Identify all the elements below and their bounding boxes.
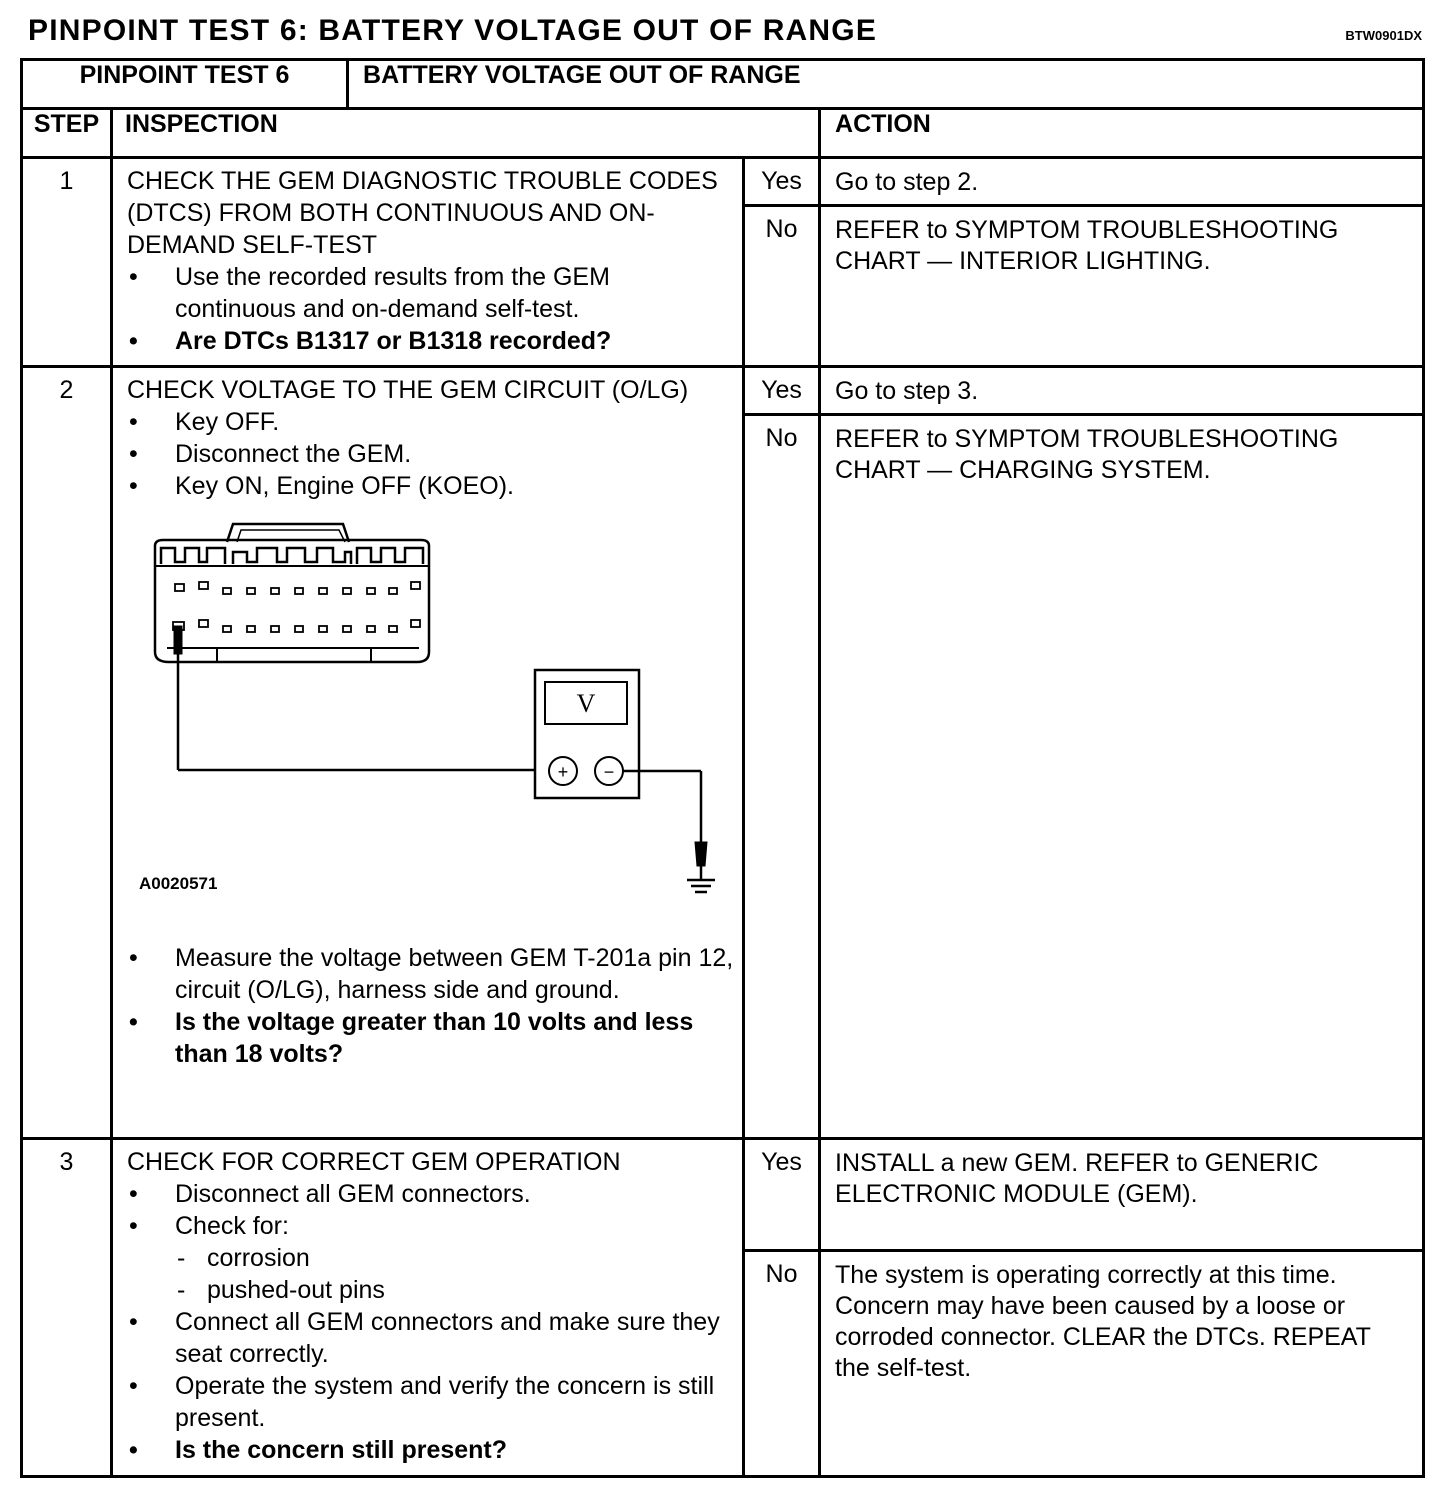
yes-action: Go to step 2. <box>820 158 1424 206</box>
step-3-yes-row <box>22 1139 1424 1251</box>
no-action: The system is operating correctly at this time. Concern may have been caused by a loose or corroded connector. CLEAR the DTCs. REPEAT the self-test. <box>820 1251 1424 1477</box>
inspection-column-header: INSPECTION <box>112 109 820 158</box>
step-bullet <box>127 1210 734 1306</box>
step-bullet: • Disconnect all GEM connectors. <box>127 1178 734 1210</box>
step-bullet-text: Check for: <box>175 1212 289 1240</box>
step-bullet: • Key ON, Engine OFF (KOEO). <box>127 470 734 502</box>
step-heading: CHECK FOR CORRECT GEM OPERATION <box>127 1148 621 1176</box>
column-header-row <box>22 109 1424 158</box>
minus-symbol: − <box>603 762 615 782</box>
no-action: REFER to SYMPTOM TROUBLESHOOTING CHART — CHARGING SYSTEM. <box>820 415 1424 1139</box>
step-question: • Are DTCs B1317 or B1318 recorded? <box>127 325 734 357</box>
test-header-row <box>22 60 1424 109</box>
step-3-inspection <box>112 1139 744 1477</box>
step-bullet: • Use the recorded results from the GEM continuous and on-demand self-test. <box>127 261 734 325</box>
plus-symbol: + <box>557 762 569 782</box>
no-action: REFER to SYMPTOM TROUBLESHOOTING CHART — INTERIOR LIGHTING. <box>820 206 1424 367</box>
step-1-inspection <box>112 158 744 367</box>
step-question: • Is the voltage greater than 10 volts and less than 18 volts? <box>127 1006 734 1070</box>
step-heading: CHECK VOLTAGE TO THE GEM CIRCUIT (O/LG) <box>127 376 689 404</box>
ground-lead-icon <box>623 771 707 880</box>
step-bullet: • Operate the system and verify the concern is still present. <box>127 1370 734 1434</box>
sub-item: - corrosion <box>175 1242 734 1274</box>
step-question: • Is the concern still present? <box>127 1434 734 1466</box>
voltmeter-figure <box>127 502 727 942</box>
test-label-cell: PINPOINT TEST 6 <box>22 60 348 109</box>
step-number: 2 <box>22 367 112 1139</box>
pinpoint-test-table <box>20 58 1425 1478</box>
step-heading: CHECK THE GEM DIAGNOSTIC TROUBLE CODES (DTCS) FROM BOTH CONTINUOUS AND ON-DEMAND SELF-TEST <box>127 167 718 259</box>
yes-label: Yes <box>744 158 820 206</box>
yes-action: INSTALL a new GEM. REFER to GENERIC ELECTRONIC MODULE (GEM). <box>820 1139 1424 1251</box>
ground-symbol-icon <box>687 880 715 892</box>
figure-id: A0020571 <box>139 874 218 893</box>
gem-connector-icon <box>155 524 429 662</box>
no-label: No <box>744 1251 820 1477</box>
page-title: PINPOINT TEST 6: BATTERY VOLTAGE OUT OF RANGE <box>28 14 878 47</box>
step-bullet: • Measure the voltage between GEM T-201a pin 12, circuit (O/LG), harness side and ground. <box>127 942 734 1006</box>
connector-pins-icon <box>173 582 420 632</box>
step-column-header: STEP <box>22 109 112 158</box>
action-column-header: ACTION <box>820 109 1424 158</box>
step-2-inspection <box>112 367 744 1139</box>
test-name-cell: BATTERY VOLTAGE OUT OF RANGE <box>348 60 1424 109</box>
yes-action: Go to step 3. <box>820 367 1424 415</box>
step-bullet: • Key OFF. <box>127 406 734 438</box>
step-number: 1 <box>22 158 112 367</box>
sub-item: - pushed-out pins <box>175 1274 734 1306</box>
yes-label: Yes <box>744 1139 820 1251</box>
step-1-yes-row <box>22 158 1424 206</box>
step-number: 3 <box>22 1139 112 1477</box>
document-code: BTW0901DX <box>1345 28 1422 43</box>
no-label: No <box>744 206 820 367</box>
step-bullet: • Connect all GEM connectors and make sure they seat correctly. <box>127 1306 734 1370</box>
no-label: No <box>744 415 820 1139</box>
meter-symbol: V <box>576 689 596 718</box>
yes-label: Yes <box>744 367 820 415</box>
step-2-yes-row <box>22 367 1424 415</box>
step-bullet: • Disconnect the GEM. <box>127 438 734 470</box>
